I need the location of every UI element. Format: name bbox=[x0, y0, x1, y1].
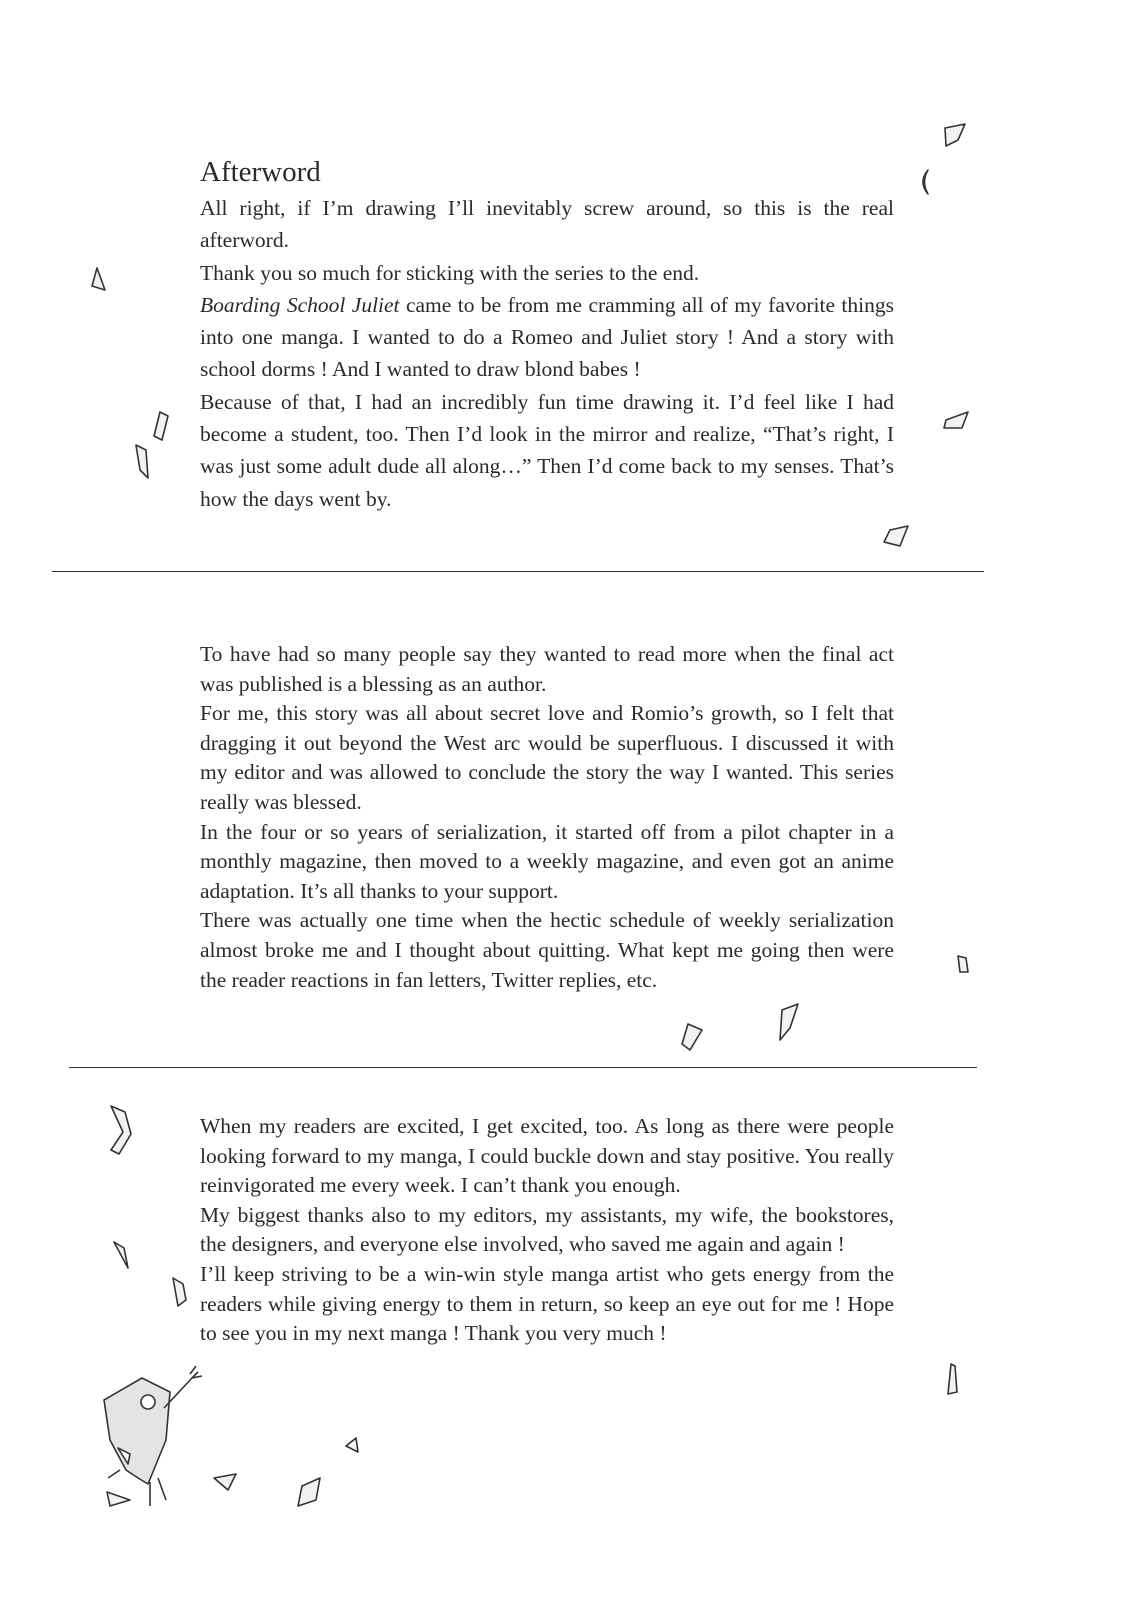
paragraph-text: came to be from me cramming all of my favorite things into one manga. I wanted to do a Romeo and Juliet story ! And a story with school dorms ! And I wanted to draw blond babes ! bbox=[200, 292, 894, 382]
paragraph: I’ll keep striving to be a win-win style manga artist who gets energy from the readers while giving energy to them in return, so keep an eye out for me ! Hope to see you in my next manga ! Thank you very much ! bbox=[200, 1261, 894, 1346]
paper-scrap-icon bbox=[92, 124, 968, 1506]
paragraph: All right, if I’m drawing I’ll inevitably screw around, so this is the real afterword. bbox=[200, 196, 894, 253]
paragraph: Thank you so much for sticking with the series to the end. bbox=[200, 260, 700, 285]
paragraph: My biggest thanks also to my editors, my assistants, my wife, the bookstores, the designers, and everyone else involved, who saved me again and again ! bbox=[200, 1202, 894, 1257]
paragraph: To have had so many people say they wanted to read more when the final act was published is a blessing as an author. bbox=[200, 642, 894, 696]
paragraph: There was actually one time when the hectic schedule of weekly serialization almost broke me and I thought about quitting. What kept me going then were the reader reactions in fan letters, Twitter replies, etc. bbox=[200, 908, 894, 992]
paragraph: When my readers are excited, I get excited, too. As long as there were people looking forward to my manga, I could buckle down and stay positive. You really reinvigorated me every week. I can’t thank you enough. bbox=[200, 1114, 894, 1198]
paragraph: For me, this story was all about secret love and Romio’s growth, so I felt that dragging it out beyond the West arc would be superfluous. I discussed it with my editor and was allowed to conclude the story the way I wanted. This series really was blessed. bbox=[200, 701, 894, 814]
series-title: Boarding School Juliet bbox=[200, 292, 400, 317]
paragraph: In the four or so years of serialization, it started off from a pilot chapter in a monthly magazine, then moved to a weekly magazine, and even got an anime adaptation. It’s all thanks to your support. bbox=[200, 819, 894, 903]
paragraph: Because of that, I had an incredibly fun time drawing it. I’d feel like I had become a student, too. Then I’d look in the mirror and realize, “That’s right, I was just some adult dude all along…” Then I’d come back to my senses. That’s how the days went by. bbox=[200, 389, 894, 511]
paper-mascot-icon bbox=[104, 1366, 202, 1506]
page-title: Afterword bbox=[200, 156, 321, 188]
